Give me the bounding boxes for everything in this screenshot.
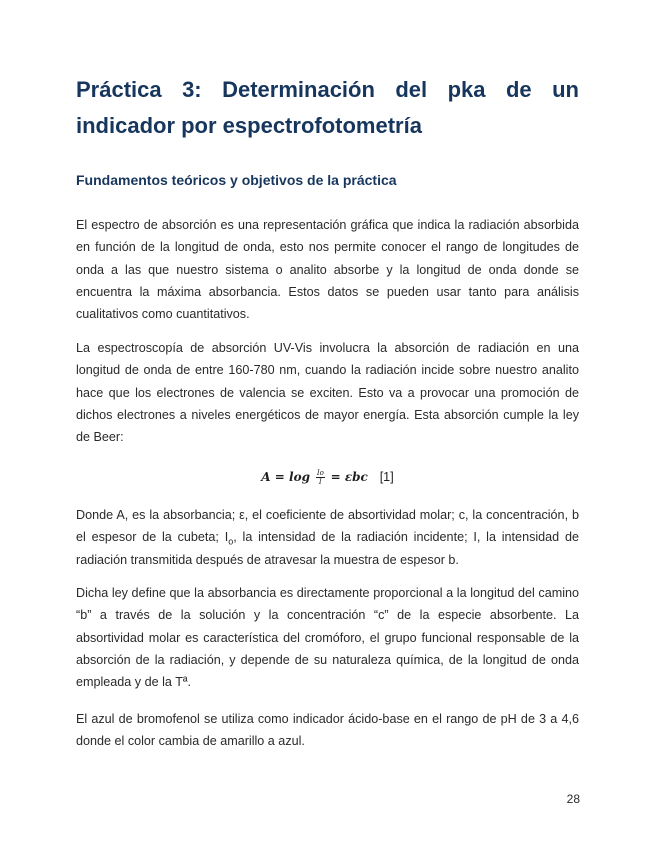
page-title: Práctica 3: Determinación del pka de un indicador por espectrofotometría	[76, 77, 579, 138]
section-heading: Fundamentos teóricos y objetivos de la práctica	[76, 172, 397, 188]
paragraph-definitions	[76, 504, 579, 571]
definitions-text-a: Donde A, es la absorbancia; ε, el coeficiente de absortividad molar; c, la concentración, b el espesor de la cubeta; I	[76, 508, 579, 545]
equation-rhs: = εbc	[330, 470, 368, 484]
paragraph-bromophenol-blue: El azul de bromofenol se utiliza como indicador ácido-base en el rango de pH de 3 a 4,6 donde el color cambia de amarillo a azul.	[76, 712, 579, 749]
beer-law-equation	[76, 462, 579, 492]
equation-lhs: A = log	[261, 470, 310, 484]
equation-numerator: Io	[316, 469, 324, 477]
definitions-text-b: , la intensidad de la radiación incidente; I, la intensidad de radiación transmitida después de atravesar la muestra de espesor b.	[76, 530, 579, 567]
definitions-subscript: o	[228, 536, 234, 547]
equation-reference: [1]	[379, 470, 394, 484]
equation-denominator: I	[318, 478, 322, 486]
paragraph-absorption-spectrum: El espectro de absorción es una representación gráfica que indica la radiación absorbida en función de la longitud de onda, esto nos permite conocer el rango de longitudes de onda a las que nuestro sistema o analito absorbe y la longitud de onda donde se encuentra la máxima absorbancia. Estos datos se pueden usar tanto para análisis cualitativos como cuantitativos.	[76, 218, 579, 322]
paragraph-beer-law: Dicha ley define que la absorbancia es directamente proporcional a la longitud del camino “b” a través de la solución y la concentración “c” de la especie absorbente. La absortividad molar es característica del cromóforo, el grupo funcional responsable de la absorción de la radiación, y depende de su naturaleza química, de la longitud de onda empleada y de la Tª.	[76, 586, 579, 690]
equation-fraction	[316, 469, 325, 486]
page-number: 28	[566, 792, 580, 806]
paragraph-uv-vis: La espectroscopía de absorción UV-Vis involucra la absorción de radiación en una longitud de onda de entre 160-780 nm, cuando la radiación incide sobre nuestro analito hace que los electrones de valencia se exciten. Esto va a provocar una promoción de dichos electrones a niveles energéticos de mayor energía. Esta absorción cumple la ley de Beer:	[76, 341, 579, 445]
